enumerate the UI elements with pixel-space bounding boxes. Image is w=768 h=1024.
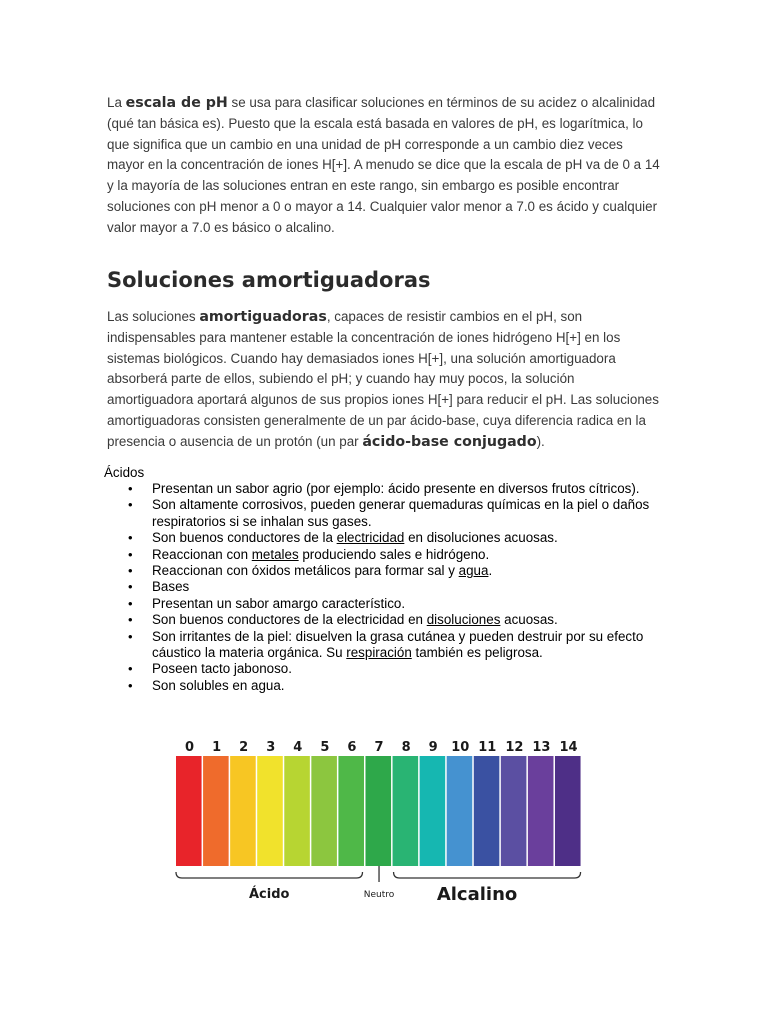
list-item-text-pre: Son buenos conductores de la electricidad en xyxy=(152,612,427,628)
ph-tick-label: 11 xyxy=(478,740,497,755)
ph-tick-label: 3 xyxy=(266,740,276,755)
list-item-text-pre: Reaccionan con xyxy=(152,546,252,562)
link-metales[interactable]: metales xyxy=(251,546,299,562)
properties-list xyxy=(104,481,664,694)
ph-color-cell-4 xyxy=(284,756,310,866)
ph-tick-label: 1 xyxy=(212,740,222,755)
list-item-text-pre: Reaccionan con óxidos metálicos para formar sal y xyxy=(152,563,459,579)
acid-bracket xyxy=(176,872,362,878)
ph-color-cell-3 xyxy=(257,756,283,866)
link-agua[interactable]: agua xyxy=(458,563,489,579)
ph-tick-label: 10 xyxy=(451,740,470,755)
bullet: • xyxy=(128,677,133,693)
list-title: Ácidos xyxy=(104,465,145,480)
bullet: • xyxy=(128,595,133,611)
list-item xyxy=(104,563,664,579)
ph-tick-label: 0 xyxy=(185,740,195,755)
list-item-text-post: en disoluciones acuosas. xyxy=(404,530,558,546)
bullet: • xyxy=(128,530,133,546)
list-item-text: Son solubles en agua. xyxy=(152,677,285,693)
ph-color-cell-12 xyxy=(501,756,527,866)
ph-color-cell-14 xyxy=(555,756,581,866)
intro-text: se usa para clasificar soluciones en términos de su acidez o alcalinidad (qué tan básica es). Puesto que la escala está basada en valores de pH, es logarítmica, lo que significa que un cambio en una unidad de pH corresponde a un cambio diez veces mayor en la concentración de iones H[+]. A menudo se dice que la escala de pH va de 0 a 14 y la mayoría de las soluciones entran en este rango, sin embargo es posible encontrar soluciones con pH menor a 0 o mayor a 14. Cualquier valor menor a 7.0 es ácido y cualquier valor mayor a 7.0 es básico o alcalino. xyxy=(107,95,660,235)
link-electricidad[interactable]: electricidad xyxy=(336,530,405,546)
list-item-text-post: acuosas. xyxy=(500,612,558,628)
ph-color-cell-13 xyxy=(528,756,554,866)
bullet: • xyxy=(128,628,133,644)
bullet: • xyxy=(128,546,133,562)
neutral-label: Neutro xyxy=(363,890,395,900)
intro-keyword: escala de pH xyxy=(125,95,228,111)
ph-tick-label: 7 xyxy=(374,740,384,755)
list-item xyxy=(104,481,664,497)
acid-label: Ácido xyxy=(249,887,290,902)
list-item xyxy=(104,629,664,662)
ph-color-cell-1 xyxy=(203,756,229,866)
bullet: • xyxy=(128,661,133,677)
ph-tick-label: 9 xyxy=(428,740,438,755)
list-item xyxy=(104,579,664,595)
bullet: • xyxy=(128,481,133,496)
list-item-text: Presentan un sabor agrio (por ejemplo: ácido presente en diversos frutos cítricos). xyxy=(152,481,640,496)
list-item-text: Son altamente corrosivos, pueden generar quemaduras químicas en la piel o daños respiratorios si se inhalan sus gases. xyxy=(152,497,650,529)
list-item-text-post: produciendo sales e hidrógeno. xyxy=(298,546,490,562)
ph-tick-label: 5 xyxy=(320,740,330,755)
ph-tick-label: 8 xyxy=(401,740,411,755)
buffers-paragraph xyxy=(107,307,662,453)
buffers-keyword-1: amortiguadoras xyxy=(199,309,327,325)
ph-tick-label: 6 xyxy=(347,740,357,755)
list-item-text: Presentan un sabor amargo característico. xyxy=(152,595,406,611)
list-item-text-post: . xyxy=(488,563,493,579)
list-item xyxy=(104,596,664,612)
list-item-text-post: también es peligrosa. xyxy=(411,645,543,661)
list-item xyxy=(104,678,664,694)
ph-tick-label: 12 xyxy=(505,740,524,755)
bullet: • xyxy=(128,612,133,628)
bullet: • xyxy=(128,563,133,579)
ph-color-cell-11 xyxy=(474,756,500,866)
list-item xyxy=(104,497,664,530)
list-item xyxy=(104,612,664,628)
link-disoluciones[interactable]: disoluciones xyxy=(426,612,501,628)
list-item-text: Poseen tacto jabonoso. xyxy=(152,661,292,677)
buffers-pre: Las soluciones xyxy=(107,309,200,324)
ph-color-cell-7 xyxy=(365,756,391,866)
ph-color-cell-0 xyxy=(176,756,202,866)
ph-color-cell-6 xyxy=(338,756,364,866)
ph-tick-label: 14 xyxy=(559,740,578,755)
ph-tick-label: 2 xyxy=(239,740,249,755)
ph-color-cell-10 xyxy=(447,756,473,866)
ph-scale-figure xyxy=(174,734,586,904)
buffers-post: ). xyxy=(536,433,545,449)
intro-paragraph xyxy=(107,93,662,239)
alkaline-bracket xyxy=(394,872,581,878)
ph-color-cell-8 xyxy=(393,756,419,866)
intro-pre: La xyxy=(107,95,126,110)
section-heading: Soluciones amortiguadoras xyxy=(107,268,431,292)
ph-tick-label: 13 xyxy=(532,740,551,755)
ph-tick-label: 4 xyxy=(293,740,303,755)
ph-color-cell-2 xyxy=(230,756,256,866)
list-item xyxy=(104,661,664,677)
list-item xyxy=(104,547,664,563)
buffers-keyword-2: ácido-base conjugado xyxy=(362,433,537,450)
list-item-text: Bases xyxy=(152,579,190,595)
bullet: • xyxy=(128,497,133,513)
ph-color-cell-5 xyxy=(311,756,337,866)
list-item xyxy=(104,530,664,546)
bullet: • xyxy=(128,579,133,595)
link-respiracion[interactable]: respiración xyxy=(346,645,412,661)
list-item-text-pre: Son irritantes de la piel: disuelven la grasa cutánea y pueden destruir por su efecto cáustico la materia orgánica. Su xyxy=(152,628,644,661)
alkaline-label: Alcalino xyxy=(436,884,518,904)
ph-color-cell-9 xyxy=(420,756,446,866)
buffers-mid: , capaces de resistir cambios en el pH, son indispensables para mantener estable la concentración de iones hidrógeno H[+] en los sistemas biológicos. Cuando hay demasiados iones H[+], una solución amortiguadora absorberá parte de ellos, subiendo el pH; y cuando hay muy pocos, la solución amortiguadora aportará algunos de sus propios iones H[+] para reducir el pH. Las soluciones amortiguadoras consisten generalmente de un par ácido-base, cuya diferencia radica en la presencia o ausencia de un protón (un par xyxy=(107,309,659,449)
list-item-text-pre: Son buenos conductores de la xyxy=(152,530,337,546)
